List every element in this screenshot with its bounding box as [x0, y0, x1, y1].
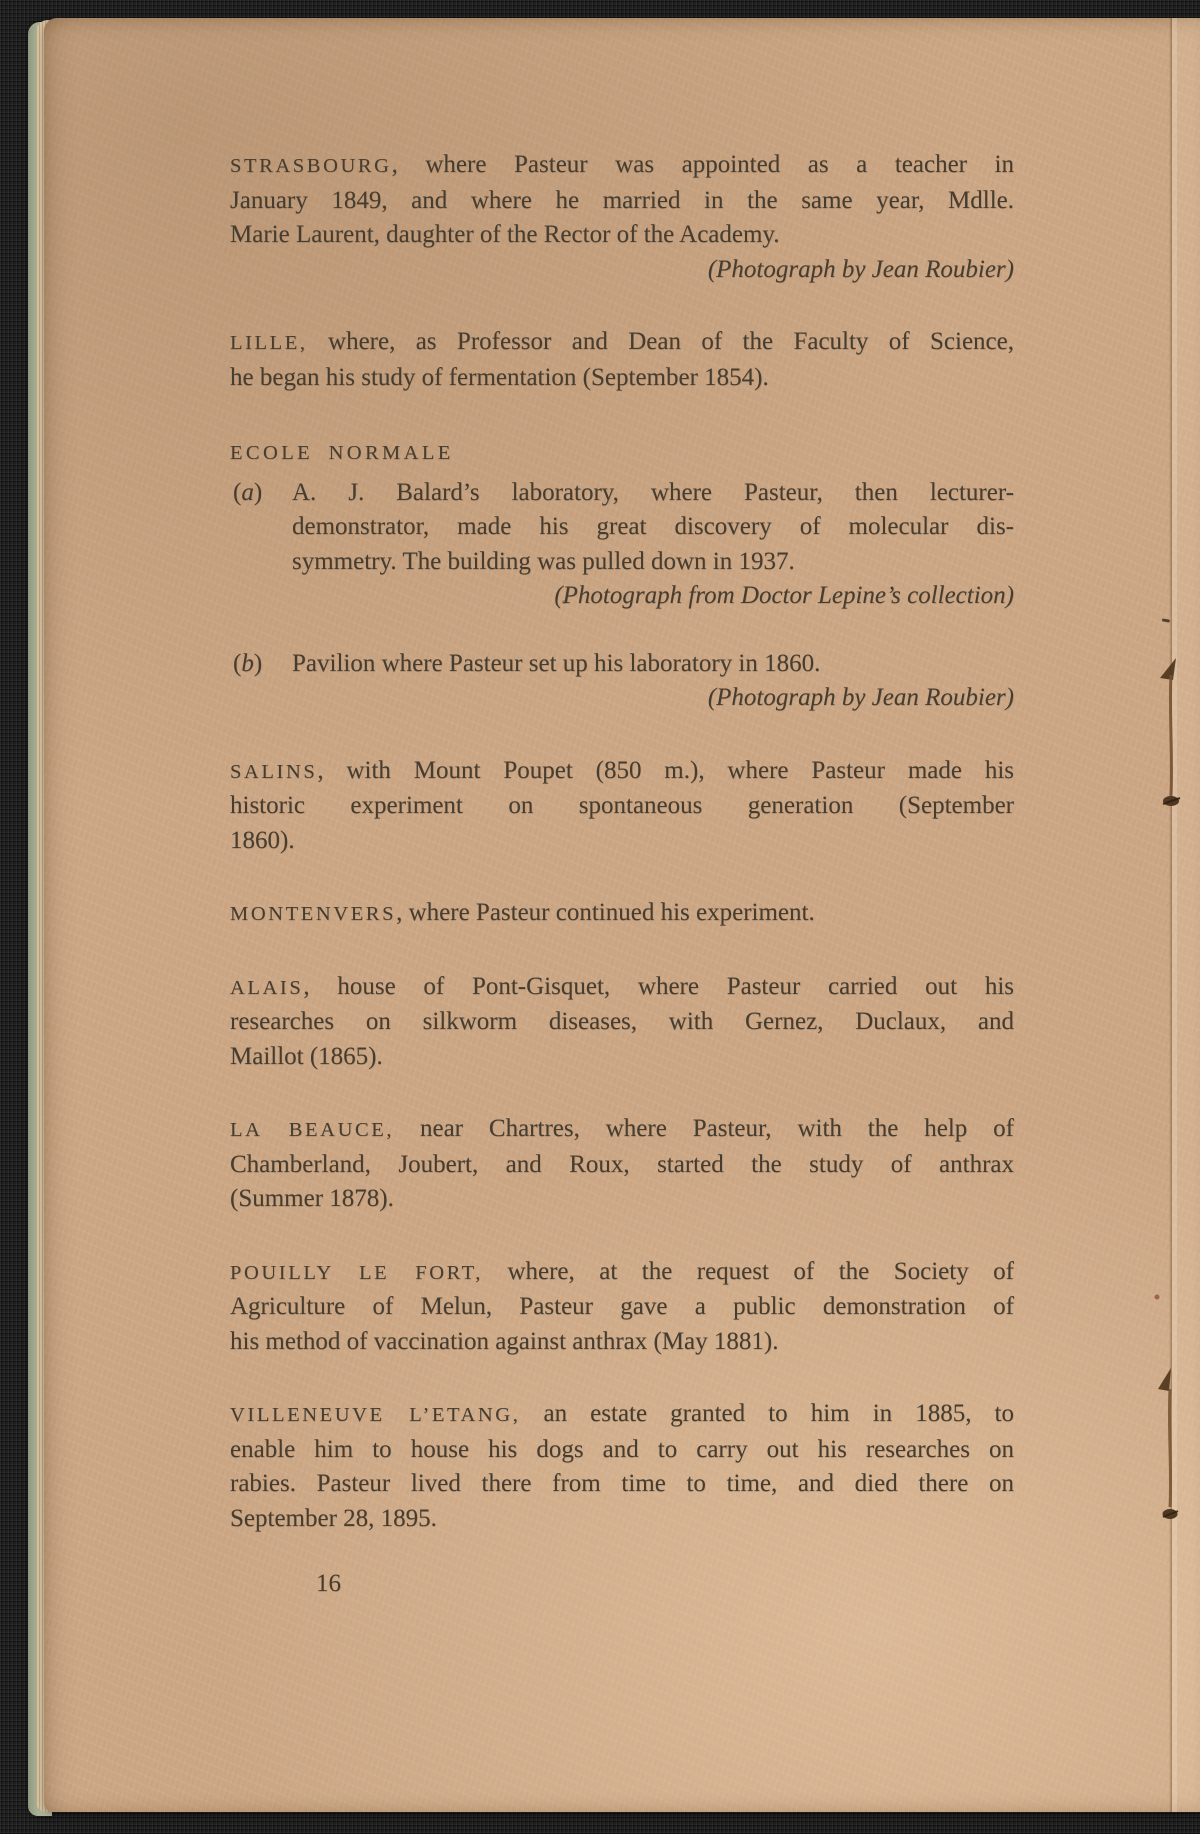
text-segment: ) [253, 649, 263, 677]
text-segment: researches on silkworm diseases, with Gernez, Duclaux, and [230, 1008, 1014, 1035]
text-line [230, 325, 1014, 361]
text-line [230, 970, 1014, 1006]
text-line [230, 148, 1014, 184]
text-segment: Pavilion where Pasteur set up his laboratory in 1860. [292, 649, 821, 677]
text-segment: , house of Pont-Gisquet, where Pasteur carried out his [303, 972, 1014, 1000]
entry-strasbourg [230, 148, 1014, 287]
entry-salins [230, 754, 1014, 859]
text-segment: where, at the request of the Society of [482, 1257, 1015, 1285]
text-segment: Marie Laurent, daughter of the Rector of the Academy. [230, 221, 780, 248]
text-segment: ) [253, 478, 263, 506]
text-line [230, 361, 1014, 396]
text-segment: a [241, 478, 254, 506]
page-number-value: 16 [316, 1570, 341, 1597]
text-segment: (Summer 1878). [230, 1185, 394, 1212]
text-segment: 1860). [230, 826, 295, 854]
text-segment: where, as Professor and Dean of the Faculty of Science, [307, 328, 1014, 355]
text-segment: (Photograph by Jean Roubier) [707, 255, 1014, 283]
book-page [44, 18, 1200, 1812]
text-segment: September 28, 1895. [230, 1504, 437, 1532]
text-line [292, 510, 1014, 545]
text-segment: his method of vaccination against anthrax (May 1881). [230, 1327, 779, 1355]
text-segment: LILLE, [230, 332, 308, 354]
text-line [230, 824, 1014, 859]
text-segment: STRASBOURG [230, 155, 392, 177]
text-segment: Chamberland, Joubert, and Roux, started the study of anthrax [230, 1150, 1014, 1178]
item-label [233, 647, 262, 682]
text-line [230, 184, 1014, 219]
caption-line [292, 579, 1014, 614]
text-line [292, 545, 1014, 580]
text-segment: LA BEAUCE, [230, 1119, 395, 1141]
text-segment: , where Pasteur was appointed as a teacher in [391, 151, 1014, 178]
text-segment: , where Pasteur continued his experiment. [396, 899, 815, 926]
text-line [230, 754, 1014, 790]
page-number [230, 1567, 1014, 1602]
heading-ecole-normale [230, 435, 1014, 471]
entry-montenvers [230, 896, 1014, 932]
text-segment: ALAIS [230, 976, 304, 999]
text-line [230, 896, 1014, 932]
text-segment: an estate granted to him in 1885, to [520, 1400, 1014, 1427]
text-line [230, 1112, 1014, 1148]
text-segment: near Chartres, where Pasteur, with the help of [394, 1115, 1014, 1142]
text-line [230, 1182, 1014, 1217]
text-segment: , with Mount Poupet (850 m.), where Pasteur made his [317, 756, 1014, 784]
text-line [230, 1255, 1014, 1291]
entry-lille [230, 325, 1014, 395]
text-segment: Agriculture of Melun, Pasteur gave a public demonstration of [230, 1293, 1014, 1320]
text-segment: January 1849, and where he married in the same year, Mdlle. [230, 186, 1014, 214]
text-segment: b [241, 649, 254, 677]
text-segment: enable him to house his dogs and to carry out his researches on [230, 1435, 1014, 1463]
caption-line [292, 681, 1014, 716]
text-line [230, 435, 1014, 471]
text-line [230, 1397, 1014, 1433]
text-column [230, 148, 1014, 1602]
text-segment: A. J. Balard’s laboratory, where Pasteur, then lecturer- [292, 478, 1014, 506]
text-segment: rabies. Pasteur lived there from time to time, and died there on [230, 1470, 1014, 1497]
text-segment: SALINS [230, 760, 318, 783]
entry-item-a [233, 476, 1014, 614]
text-segment: symmetry. The building was pulled down in 1937. [292, 547, 795, 575]
text-line [230, 1325, 1014, 1360]
text-segment: he began his study of fermentation (September 1854). [230, 363, 769, 391]
entry-pouilly-le-fort [230, 1255, 1014, 1360]
text-line [230, 1502, 1014, 1537]
entry-alais [230, 970, 1014, 1075]
text-segment: MONTENVERS [230, 903, 397, 925]
text-segment: ECOLE NORMALE [230, 442, 454, 464]
text-segment: historic experiment on spontaneous generation (September [230, 792, 1014, 819]
text-line [230, 1148, 1014, 1183]
text-line [230, 1005, 1014, 1040]
text-segment: (Photograph by Jean Roubier) [707, 684, 1014, 711]
text-segment: POUILLY LE FORT, [230, 1261, 483, 1284]
entry-item-b [233, 647, 1014, 716]
text-segment: ( [233, 649, 242, 677]
text-segment: Maillot (1865). [230, 1042, 383, 1070]
item-label [233, 476, 262, 511]
caption-line [230, 253, 1014, 288]
text-line [230, 1467, 1014, 1502]
text-line [230, 1433, 1014, 1468]
entry-villeneuve-l-etang [230, 1397, 1014, 1536]
text-line [230, 1040, 1014, 1075]
text-segment: ( [233, 478, 242, 506]
text-segment: VILLENEUVE L’ETANG, [230, 1404, 521, 1426]
entry-la-beauce [230, 1112, 1014, 1217]
text-line [230, 789, 1014, 824]
text-line [233, 476, 1014, 511]
text-segment: demonstrator, made his great discovery of molecular dis- [292, 513, 1014, 540]
text-line [230, 218, 1014, 253]
text-line [230, 1290, 1014, 1325]
text-segment: (Photograph from Doctor Lepine’s collection) [554, 582, 1014, 609]
text-line [233, 647, 1014, 682]
